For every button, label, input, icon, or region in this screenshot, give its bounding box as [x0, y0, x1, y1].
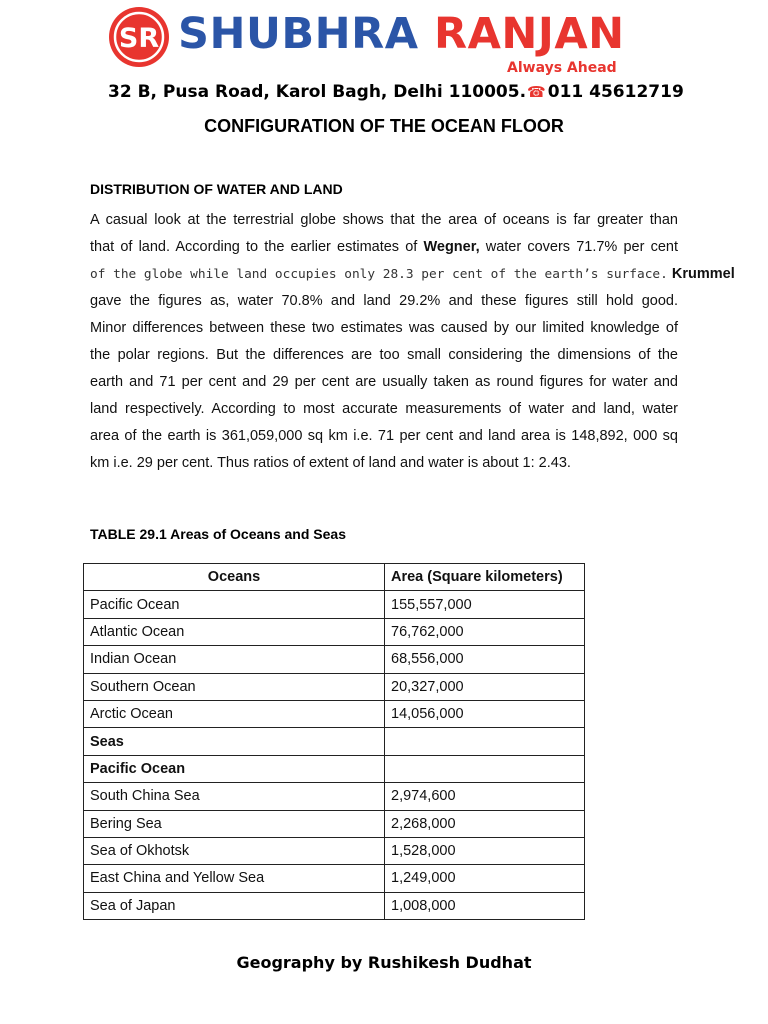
- table-row: [84, 673, 585, 700]
- brand-name: [178, 6, 625, 62]
- row-name: Sea of Japan: [84, 892, 385, 919]
- row-area: 1,528,000: [385, 837, 585, 864]
- row-name: Arctic Ocean: [84, 700, 385, 727]
- section-heading: DISTRIBUTION OF WATER AND LAND: [90, 181, 343, 197]
- row-name: Atlantic Ocean: [84, 618, 385, 645]
- row-area: 68,556,000: [385, 646, 585, 673]
- table-row-subheading: [84, 755, 585, 782]
- author-name-krummel: Krummel: [671, 266, 735, 282]
- row-name: Pacific Ocean: [84, 591, 385, 618]
- row-area: 1,249,000: [385, 865, 585, 892]
- phone-icon: ☎: [527, 83, 546, 101]
- paragraph-line: A casual look at the terrestrial globe shows that the area of oceans is far greater than: [90, 212, 678, 228]
- paragraph-line: area of the earth is 361,059,000 sq km i.e. 71 per cent and land area is 148,892, 000 sq: [90, 428, 678, 444]
- row-area: 20,327,000: [385, 673, 585, 700]
- paragraph-line: land respectively. According to most accurate measurements of water and land, water: [90, 401, 678, 417]
- row-area: [385, 728, 585, 755]
- table-row-subheading: [84, 728, 585, 755]
- sr-logo-icon: [108, 6, 170, 68]
- row-name: Southern Ocean: [84, 673, 385, 700]
- address-line: [108, 80, 684, 104]
- table-row: [84, 618, 585, 645]
- table-caption: TABLE 29.1 Areas of Oceans and Seas: [90, 526, 346, 542]
- table-row: [84, 591, 585, 618]
- brand-tagline: Always Ahead: [507, 60, 617, 76]
- row-area: 2,974,600: [385, 783, 585, 810]
- row-area: [385, 755, 585, 782]
- brand-part-1: SHUBHRA: [178, 9, 419, 59]
- row-area: 2,268,000: [385, 810, 585, 837]
- page-footer: Geography by Rushikesh Dudhat: [236, 953, 532, 972]
- author-name-wegner: Wegner,: [423, 239, 480, 255]
- table-row: [84, 865, 585, 892]
- row-name: Indian Ocean: [84, 646, 385, 673]
- phone-number: 011 45612719: [547, 82, 684, 102]
- row-name: Bering Sea: [84, 810, 385, 837]
- body-paragraph: [90, 207, 735, 477]
- paragraph-line: Minor differences between these two estimates was caused by our limited knowledge of: [90, 320, 678, 336]
- table-header-row: [84, 564, 585, 591]
- header-area: Area (Square kilometers): [385, 564, 585, 591]
- row-name: South China Sea: [84, 783, 385, 810]
- table-row: [84, 783, 585, 810]
- address-text: 32 B, Pusa Road, Karol Bagh, Delhi 110005.: [108, 82, 527, 102]
- logo-letters: SR: [118, 23, 160, 54]
- row-name: Sea of Okhotsk: [84, 837, 385, 864]
- table-row: [84, 837, 585, 864]
- row-name: Seas: [84, 728, 385, 755]
- paragraph-line: the polar regions. But the differences are too small considering the dimensions of the: [90, 347, 678, 363]
- paragraph-line: earth and 71 per cent and 29 per cent are usually taken as round figures for water and: [90, 374, 678, 390]
- row-area: 155,557,000: [385, 591, 585, 618]
- row-area: 14,056,000: [385, 700, 585, 727]
- table-row: [84, 892, 585, 919]
- table-row: [84, 810, 585, 837]
- letterhead: [0, 0, 768, 110]
- row-area: 76,762,000: [385, 618, 585, 645]
- paragraph-line: of the globe while land occupies only 28.3 per cent of the earth’s surface. Krummel: [90, 266, 735, 282]
- paragraph-line: km i.e. 29 per cent. Thus ratios of extent of land and water is about 1: 2.43.: [90, 455, 571, 471]
- ocean-areas-table: [83, 563, 585, 920]
- paragraph-line: gave the figures as, water 70.8% and land 29.2% and these figures still hold good.: [90, 293, 678, 309]
- brand-part-2: RANJAN: [434, 9, 625, 59]
- header-oceans: Oceans: [84, 564, 385, 591]
- row-name: East China and Yellow Sea: [84, 865, 385, 892]
- document-title: CONFIGURATION OF THE OCEAN FLOOR: [204, 116, 564, 136]
- paragraph-line: that of land. According to the earlier estimates of Wegner, water covers 71.7% per cent: [90, 239, 678, 255]
- table-row: [84, 700, 585, 727]
- row-area: 1,008,000: [385, 892, 585, 919]
- row-name: Pacific Ocean: [84, 755, 385, 782]
- table-row: [84, 646, 585, 673]
